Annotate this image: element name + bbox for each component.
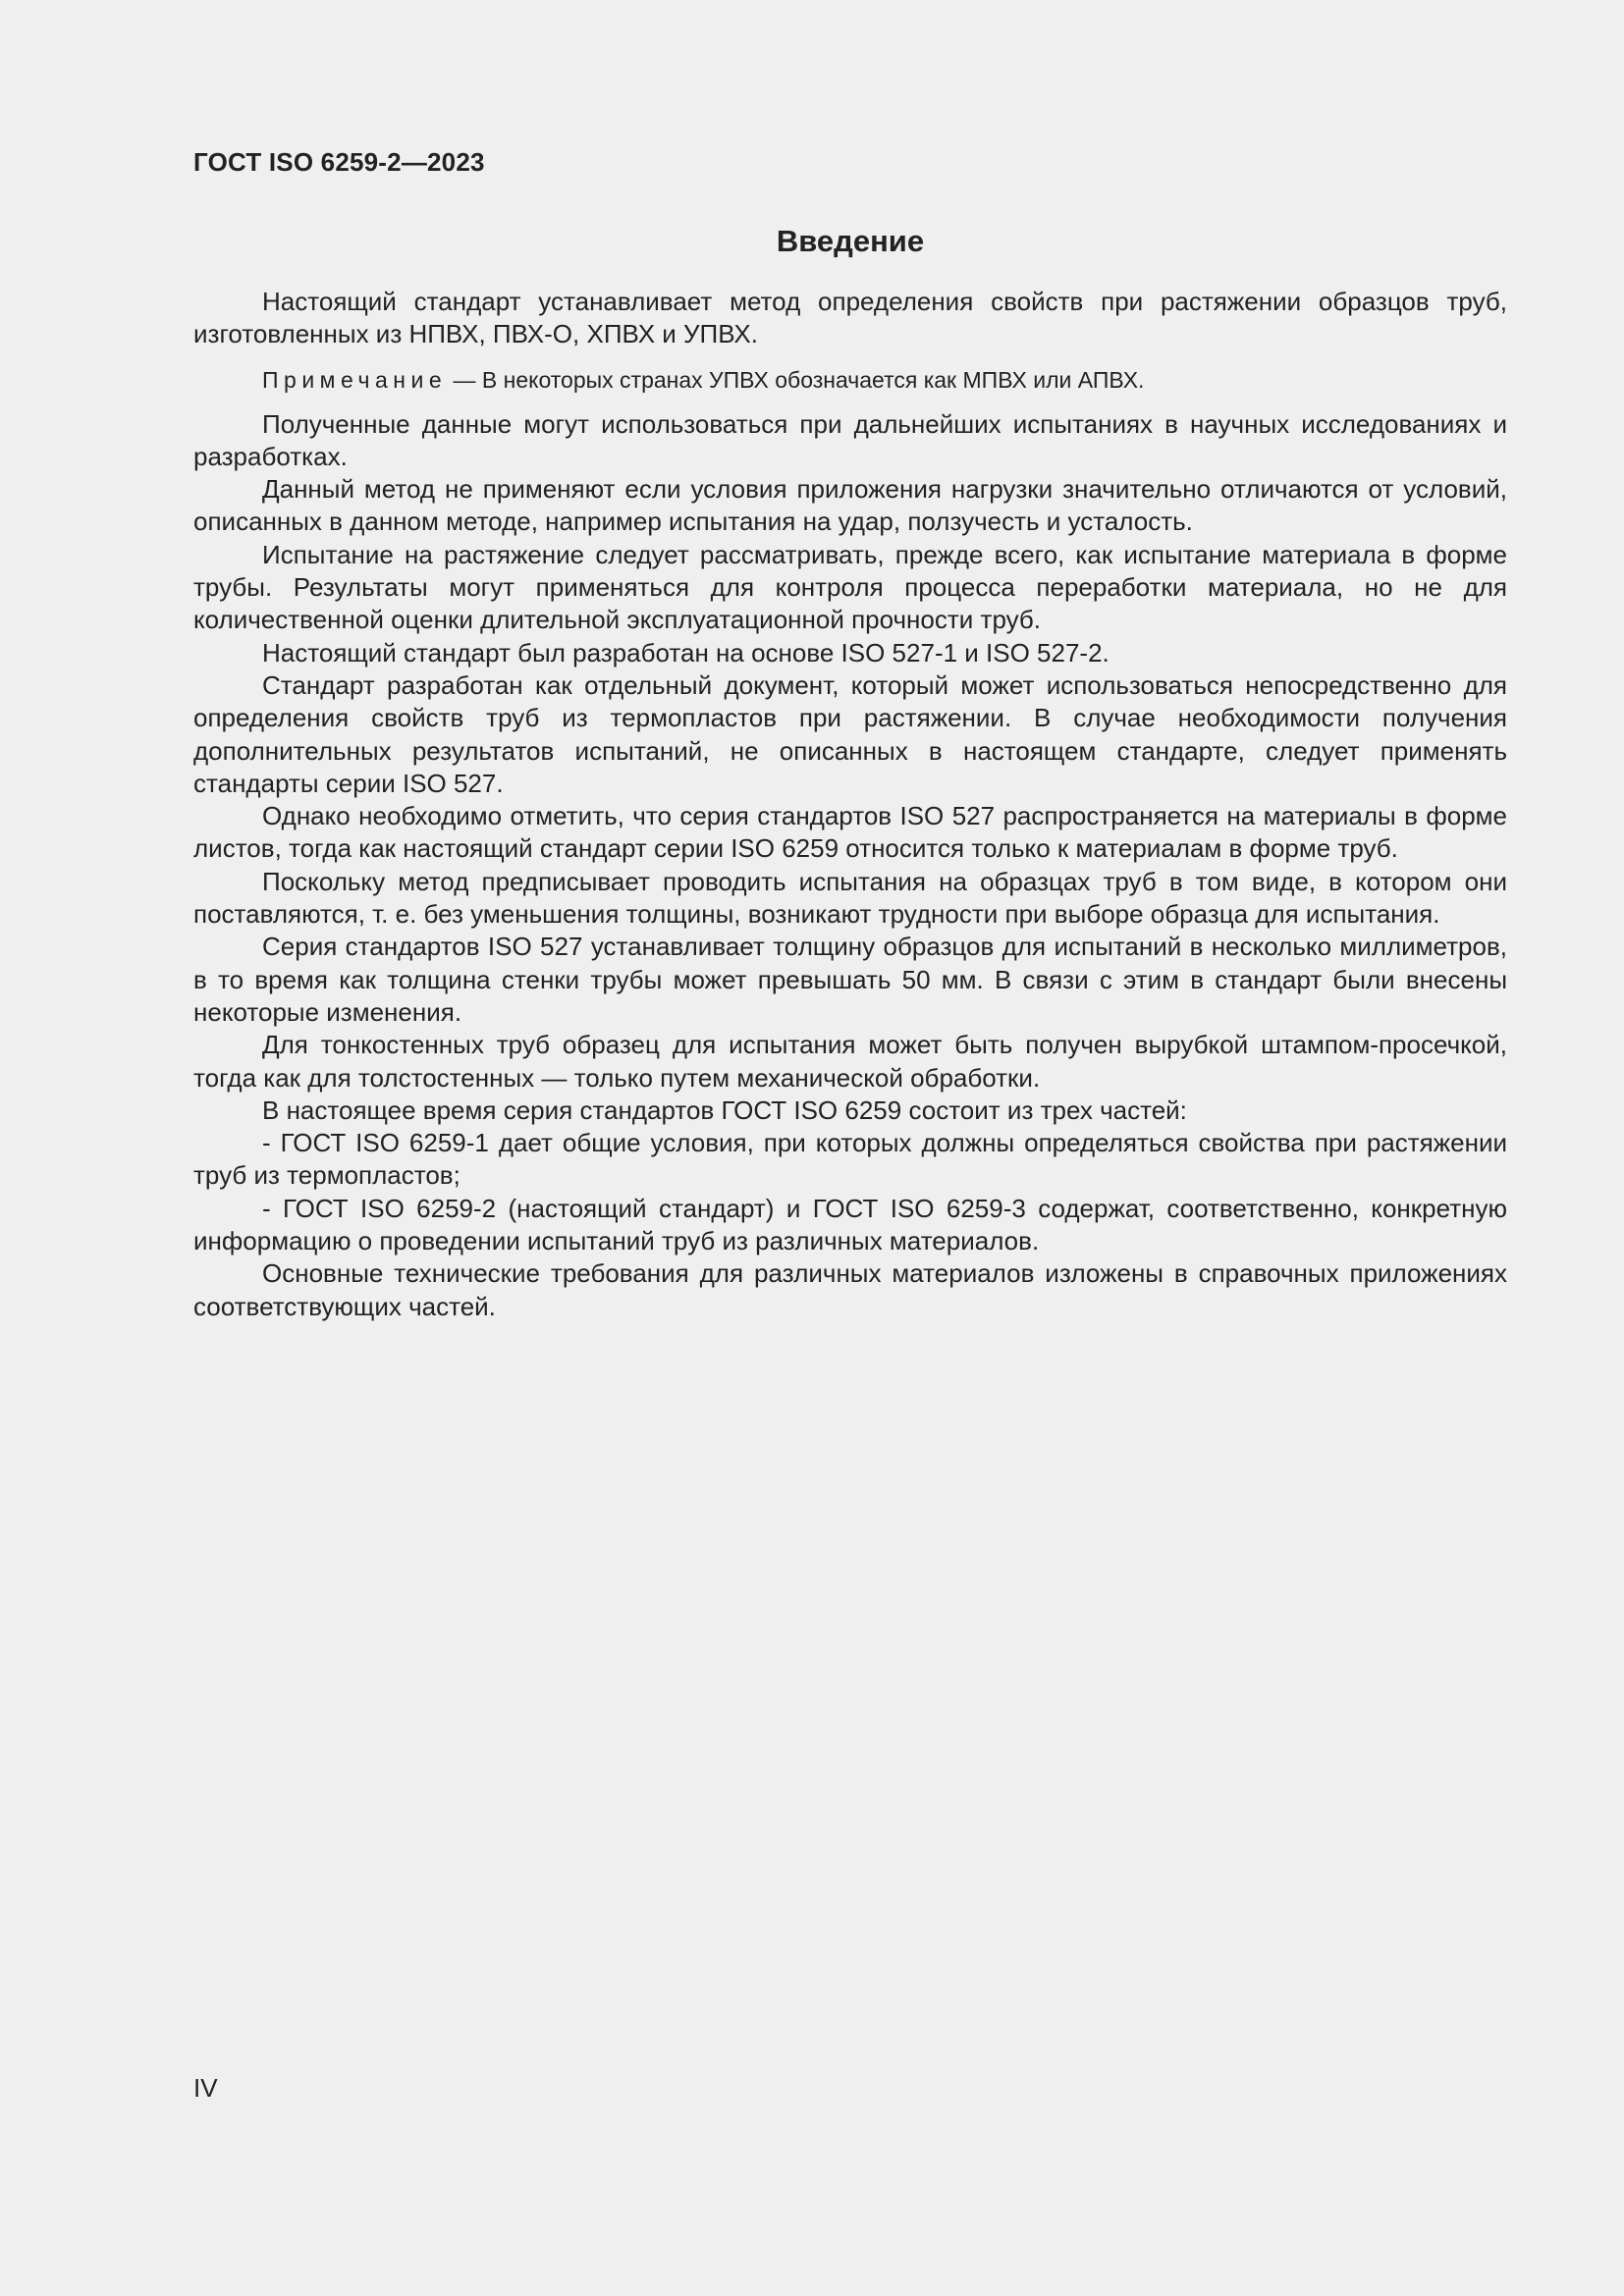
running-head-doc-code: ГОСТ ISO 6259-2—2023 [193, 147, 485, 177]
paragraph-data-usage: Полученные данные могут использоваться при дальнейших испытаниях в научных исследованиях и разработках. [193, 408, 1507, 471]
paragraph-series-parts: В настоящее время серия стандартов ГОСТ ISO 6259 состоит из трех частей: [262, 1095, 1187, 1125]
list-item-part-1: - ГОСТ ISO 6259-1 дает общие условия, при которых должны определяться свойства при растяжении труб из термопластов; [193, 1128, 1507, 1191]
list-item-part-2-3: - ГОСТ ISO 6259-2 (настоящий стандарт) и ГОСТ ISO 6259-3 содержат, соответственно, конкретную информацию о проведении испытаний труб из различных материалов. [193, 1193, 1507, 1256]
introduction-body [193, 286, 1507, 1323]
paragraph-requirements: Основные технические требования для различных материалов изложены в справочных приложениях соответствующих частей. [193, 1258, 1507, 1321]
section-title: Введение [776, 224, 925, 258]
paragraph-standalone: Стандарт разработан как отдельный документ, который может использоваться непосредственно для определения свойств труб из термопластов при растяжении. В случае необходимости получения дополнительных результатов испытаний, не описанных в настоящем стандарте, следует применять стандарты серии ISO 527. [193, 669, 1507, 798]
paragraph-basis: Настоящий стандарт был разработан на основе ISO 527-1 и ISO 527-2. [262, 637, 1110, 667]
paragraph-scope: Настоящий стандарт устанавливает метод определения свойств при растяжении образцов труб, изготовленных из НПВХ, ПВХ-О, ХПВХ и УПВХ. [193, 287, 1507, 349]
note-text: В некоторых странах УПВХ обозначается как МПВХ или АПВХ. [481, 366, 1145, 393]
page-number: IV [193, 2073, 218, 2103]
paragraph-specimen-difficulty: Поскольку метод предписывает проводить испытания на образцах труб в том виде, в котором они поставляются, т. е. без уменьшения толщины, возникают трудности при выборе образца для испытания. [193, 866, 1507, 930]
note-dash: — [447, 366, 482, 393]
paragraph-tensile-test: Испытание на растяжение следует рассматривать, прежде всего, как испытание материала в форме трубы. Результаты могут применяться для контроля процесса переработки материала, но не для количественной оценки длительной эксплуатационной прочности труб. [193, 539, 1507, 635]
paragraph-specimen-preparation: Для тонкостенных труб образец для испытания может быть получен вырубкой штампом-просечкой, тогда как для толстостенных — только путем механической обработки. [193, 1030, 1507, 1093]
paragraph-thickness: Серия стандартов ISO 527 устанавливает толщину образцов для испытаний в несколько миллиметров, в то время как толщина стенки трубы может превышать 50 мм. В связи с этим в стандарт были внесены некоторые изменения. [193, 932, 1507, 1027]
note-label: Примечание [262, 366, 448, 393]
paragraph-sheet-vs-pipe: Однако необходимо отметить, что серия стандартов ISO 527 распространяется на материалы в форме листов, тогда как настоящий стандарт серии ISO 6259 относится только к материалам в форме труб. [193, 801, 1507, 864]
note [193, 364, 1507, 397]
paragraph-limitations: Данный метод не применяют если условия приложения нагрузки значительно отличаются от условий, описанных в данном методе, например испытания на удар, ползучесть и усталость. [193, 474, 1507, 537]
